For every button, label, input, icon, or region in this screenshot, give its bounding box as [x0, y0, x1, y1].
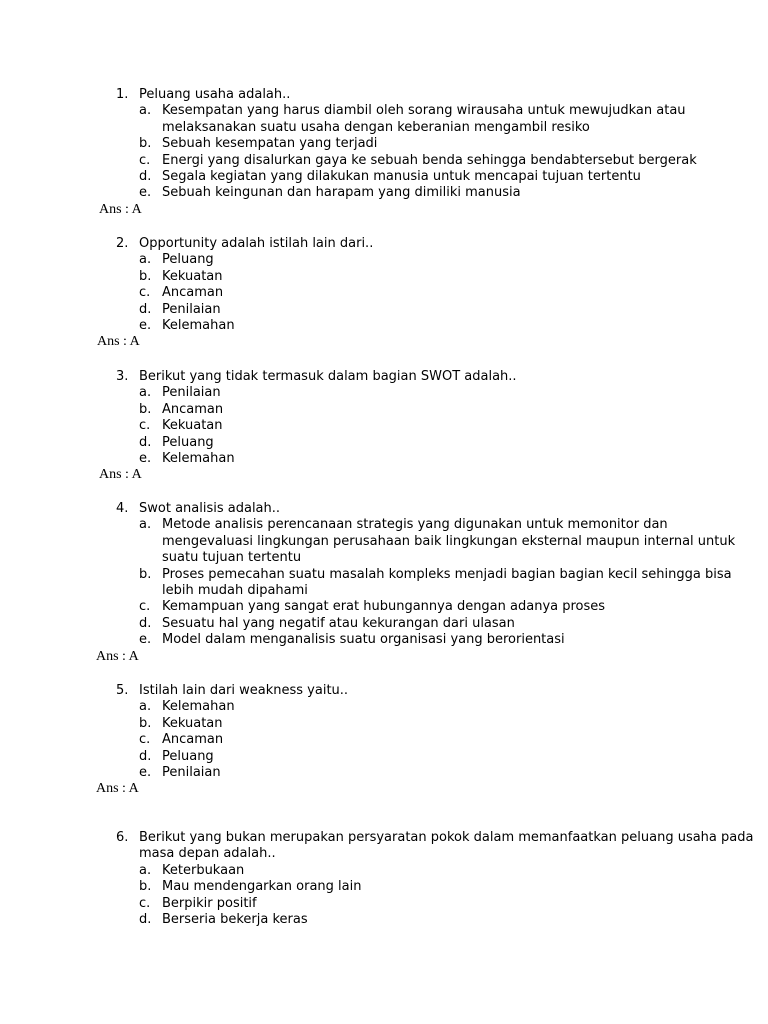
question-number: 1. [116, 87, 129, 102]
option-letter: e. [139, 632, 152, 648]
option-letter: c. [139, 599, 151, 615]
option-letter: b. [139, 136, 152, 152]
option-letter: e. [139, 765, 152, 780]
question-text: Berikut yang bukan merupakan persyaratan pokok dalam memanfaatkan peluang usaha pada [139, 830, 754, 845]
option-letter: c. [139, 285, 151, 301]
option-letter: a. [139, 252, 152, 268]
question-number: 6. [116, 830, 129, 845]
option-text: Keterbukaan [162, 862, 245, 878]
question-number: 2. [116, 236, 129, 251]
answer-key: Ans : A [97, 334, 140, 350]
option-text: Kekuatan [162, 268, 223, 284]
answer-key: Ans : A [99, 467, 142, 483]
answer-key: Ans : A [99, 201, 142, 217]
option-text: Ancaman [162, 732, 224, 748]
option-text: Kelemahan [162, 699, 235, 715]
option-letter: b. [139, 268, 152, 284]
option-text: Penilaian [162, 301, 221, 317]
option-text: Mau mendengarkan orang lain [162, 879, 362, 895]
option-text: Peluang [162, 748, 214, 764]
option-letter: d. [139, 748, 152, 764]
option-text: Kemampuan yang sangat erat hubungannya dengan adanya proses [162, 599, 606, 615]
question-text: Berikut yang tidak termasuk dalam bagian SWOT adalah.. [139, 369, 517, 384]
question-number: 5. [116, 683, 129, 698]
option-letter: c. [139, 732, 151, 748]
option-text: mengevaluasi lingkungan perusahaan baik lingkungan eksternal maupun internal untuk [162, 533, 736, 549]
question-text: masa depan adalah.. [139, 846, 276, 862]
option-text: melaksanakan suatu usaha dengan keberanian mengambil resiko [162, 119, 590, 135]
option-text: Segala kegiatan yang dilakukan manusia untuk mencapai tujuan tertentu [162, 169, 641, 184]
question-text: Opportunity adalah istilah lain dari.. [139, 236, 374, 251]
answer-key: Ans : A [96, 781, 139, 797]
option-text: Penilaian [162, 385, 221, 401]
option-letter: d. [139, 169, 152, 184]
option-text: lebih mudah dipahami [162, 583, 308, 598]
option-letter: d. [139, 912, 152, 927]
answer-key: Ans : A [96, 648, 139, 664]
question-text: Peluang usaha adalah.. [139, 87, 291, 102]
option-letter: c. [139, 895, 151, 911]
option-letter: b. [139, 401, 152, 417]
option-text: Berseria bekerja keras [162, 912, 308, 927]
option-text: Kesempatan yang harus diambil oleh sorang wirausaha untuk mewujudkan atau [162, 103, 686, 119]
option-letter: e. [139, 451, 152, 466]
option-letter: a. [139, 699, 152, 715]
option-text: Proses pemecahan suatu masalah kompleks menjadi bagian bagian kecil sehingga bisa [162, 566, 732, 582]
option-text: Model dalam menganalisis suatu organisasi yang berorientasi [162, 632, 565, 648]
option-text: Sebuah kesempatan yang terjadi [162, 136, 378, 152]
option-text: Kelemahan [162, 451, 235, 466]
question-number: 4. [116, 501, 129, 516]
option-text: Penilaian [162, 765, 221, 780]
question-text: Swot analisis adalah.. [139, 501, 281, 516]
question-number: 3. [116, 369, 129, 384]
option-text: Kekuatan [162, 418, 223, 434]
option-letter: b. [139, 715, 152, 731]
option-letter: c. [139, 418, 151, 434]
option-text: Sesuatu hal yang negatif atau kekurangan dari ulasan [162, 615, 515, 631]
option-text: Peluang [162, 434, 214, 450]
option-text: Sebuah keingunan dan harapam yang dimiliki manusia [162, 185, 521, 201]
option-text: Ancaman [162, 401, 224, 417]
question-text: Istilah lain dari weakness yaitu.. [139, 683, 349, 698]
option-text: Metode analisis perencanaan strategis yang digunakan untuk memonitor dan [162, 517, 668, 533]
option-letter: a. [139, 103, 152, 119]
option-letter: d. [139, 301, 152, 317]
option-letter: d. [139, 615, 152, 631]
option-text: Kelemahan [162, 318, 235, 333]
option-letter: b. [139, 879, 152, 895]
option-text: Energi yang disalurkan gaya ke sebuah benda sehingga bendabtersebut bergerak [162, 152, 697, 168]
option-letter: c. [139, 152, 151, 168]
option-letter: e. [139, 185, 152, 201]
option-text: suatu tujuan tertentu [162, 550, 302, 566]
option-letter: b. [139, 566, 152, 582]
option-text: Peluang [162, 252, 214, 268]
option-letter: a. [139, 862, 152, 878]
option-text: Berpikir positif [162, 895, 257, 911]
option-letter: a. [139, 385, 152, 401]
option-text: Kekuatan [162, 715, 223, 731]
option-letter: a. [139, 517, 152, 533]
option-letter: d. [139, 434, 152, 450]
option-text: Ancaman [162, 285, 224, 301]
option-letter: e. [139, 318, 152, 333]
